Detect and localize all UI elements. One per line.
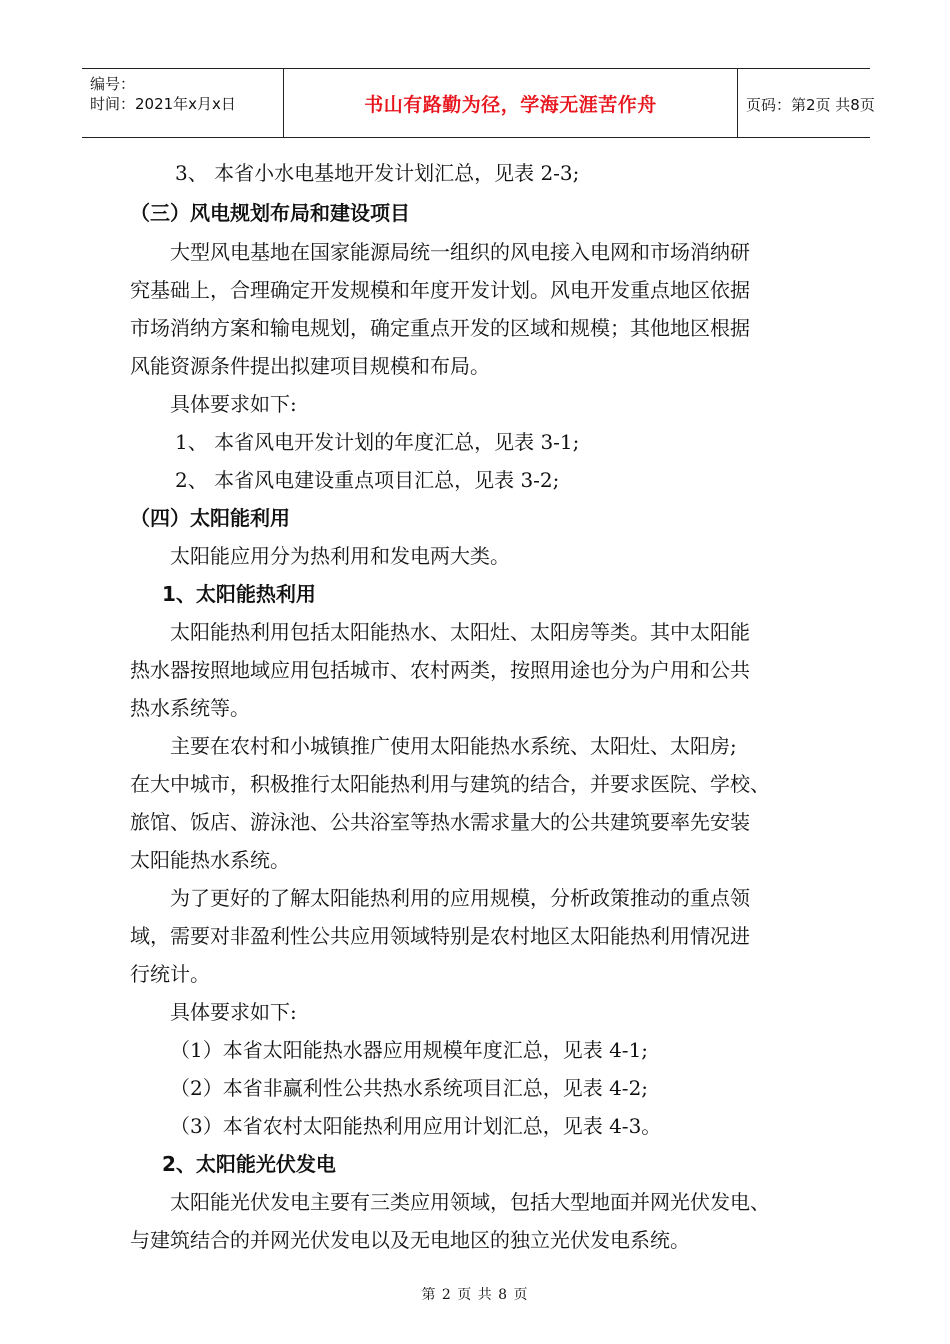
list-item: （3）本省农村太阳能热利用应用计划汇总，见表 4-3。 <box>170 1114 662 1138</box>
paragraph-line: 与建筑结合的并网光伏发电以及无电地区的独立光伏发电系统。 <box>130 1228 690 1252</box>
paragraph-line: 太阳能应用分为热利用和发电两大类。 <box>170 544 510 568</box>
section-heading: （四）太阳能利用 <box>130 506 290 530</box>
motto: 书山有路勤为径，学海无涯苦作舟 <box>364 94 657 116</box>
paragraph-line: 热水系统等。 <box>130 696 250 720</box>
page-footer: 第 2 页 共 8 页 <box>421 1287 529 1303</box>
list-item: （2）本省非赢利性公共热水系统项目汇总，见表 4-2; <box>170 1076 649 1100</box>
paragraph-line: 域，需要对非盈利性公共应用领域特别是农村地区太阳能热利用情况进 <box>130 924 750 948</box>
page-header <box>82 68 875 138</box>
paragraph-line: 行统计。 <box>130 962 210 986</box>
paragraph-line: 具体要求如下: <box>170 1000 297 1024</box>
section-heading: （三）风电规划布局和建设项目 <box>130 201 410 225</box>
paragraph-line: 主要在农村和小城镇推广使用太阳能热水系统、太阳灶、太阳房; <box>170 734 737 758</box>
subsection-heading: 2、太阳能光伏发电 <box>162 1152 336 1176</box>
paragraph-line: 为了更好的了解太阳能热利用的应用规模，分析政策推动的重点领 <box>170 886 750 910</box>
code-label: 编号： <box>90 75 136 93</box>
paragraph-line: 市场消纳方案和输电规划，确定重点开发的区域和规模；其他地区根据 <box>130 316 750 340</box>
header-page-info: 页码：第2页 共8页 <box>746 96 875 114</box>
header-motto-cell <box>283 69 738 137</box>
paragraph-line: 太阳能热水系统。 <box>130 848 290 872</box>
subsection-heading: 1、太阳能热利用 <box>162 582 316 606</box>
paragraph-line: 具体要求如下: <box>170 392 297 416</box>
paragraph-line: 大型风电基地在国家能源局统一组织的风电接入电网和市场消纳研 <box>170 240 750 264</box>
paragraph-line: 在大中城市，积极推行太阳能热利用与建筑的结合，并要求医院、学校、 <box>130 772 770 796</box>
date-label: 时间：2021年x月x日 <box>90 95 236 113</box>
paragraph-line: 风能资源条件提出拟建项目规模和布局。 <box>130 354 490 378</box>
list-item: 3、 本省小水电基地开发计划汇总，见表 2-3; <box>175 161 580 185</box>
header-meta <box>82 69 280 137</box>
paragraph-line: 旅馆、饭店、游泳池、公共浴室等热水需求量大的公共建筑要率先安装 <box>130 810 750 834</box>
paragraph-line: 热水器按照地域应用包括城市、农村两类，按照用途也分为户用和公共 <box>130 658 750 682</box>
header-page-cell <box>738 69 875 137</box>
list-item: 1、 本省风电开发计划的年度汇总，见表 3-1; <box>175 430 580 454</box>
paragraph-line: 究基础上，合理确定开发规模和年度开发计划。风电开发重点地区依据 <box>130 278 750 302</box>
list-item: （1）本省太阳能热水器应用规模年度汇总，见表 4-1; <box>170 1038 649 1062</box>
paragraph-line: 太阳能光伏发电主要有三类应用领域，包括大型地面并网光伏发电、 <box>170 1190 770 1214</box>
list-item: 2、 本省风电建设重点项目汇总，见表 3-2; <box>175 468 560 492</box>
paragraph-line: 太阳能热利用包括太阳能热水、太阳灶、太阳房等类。其中太阳能 <box>170 620 750 644</box>
